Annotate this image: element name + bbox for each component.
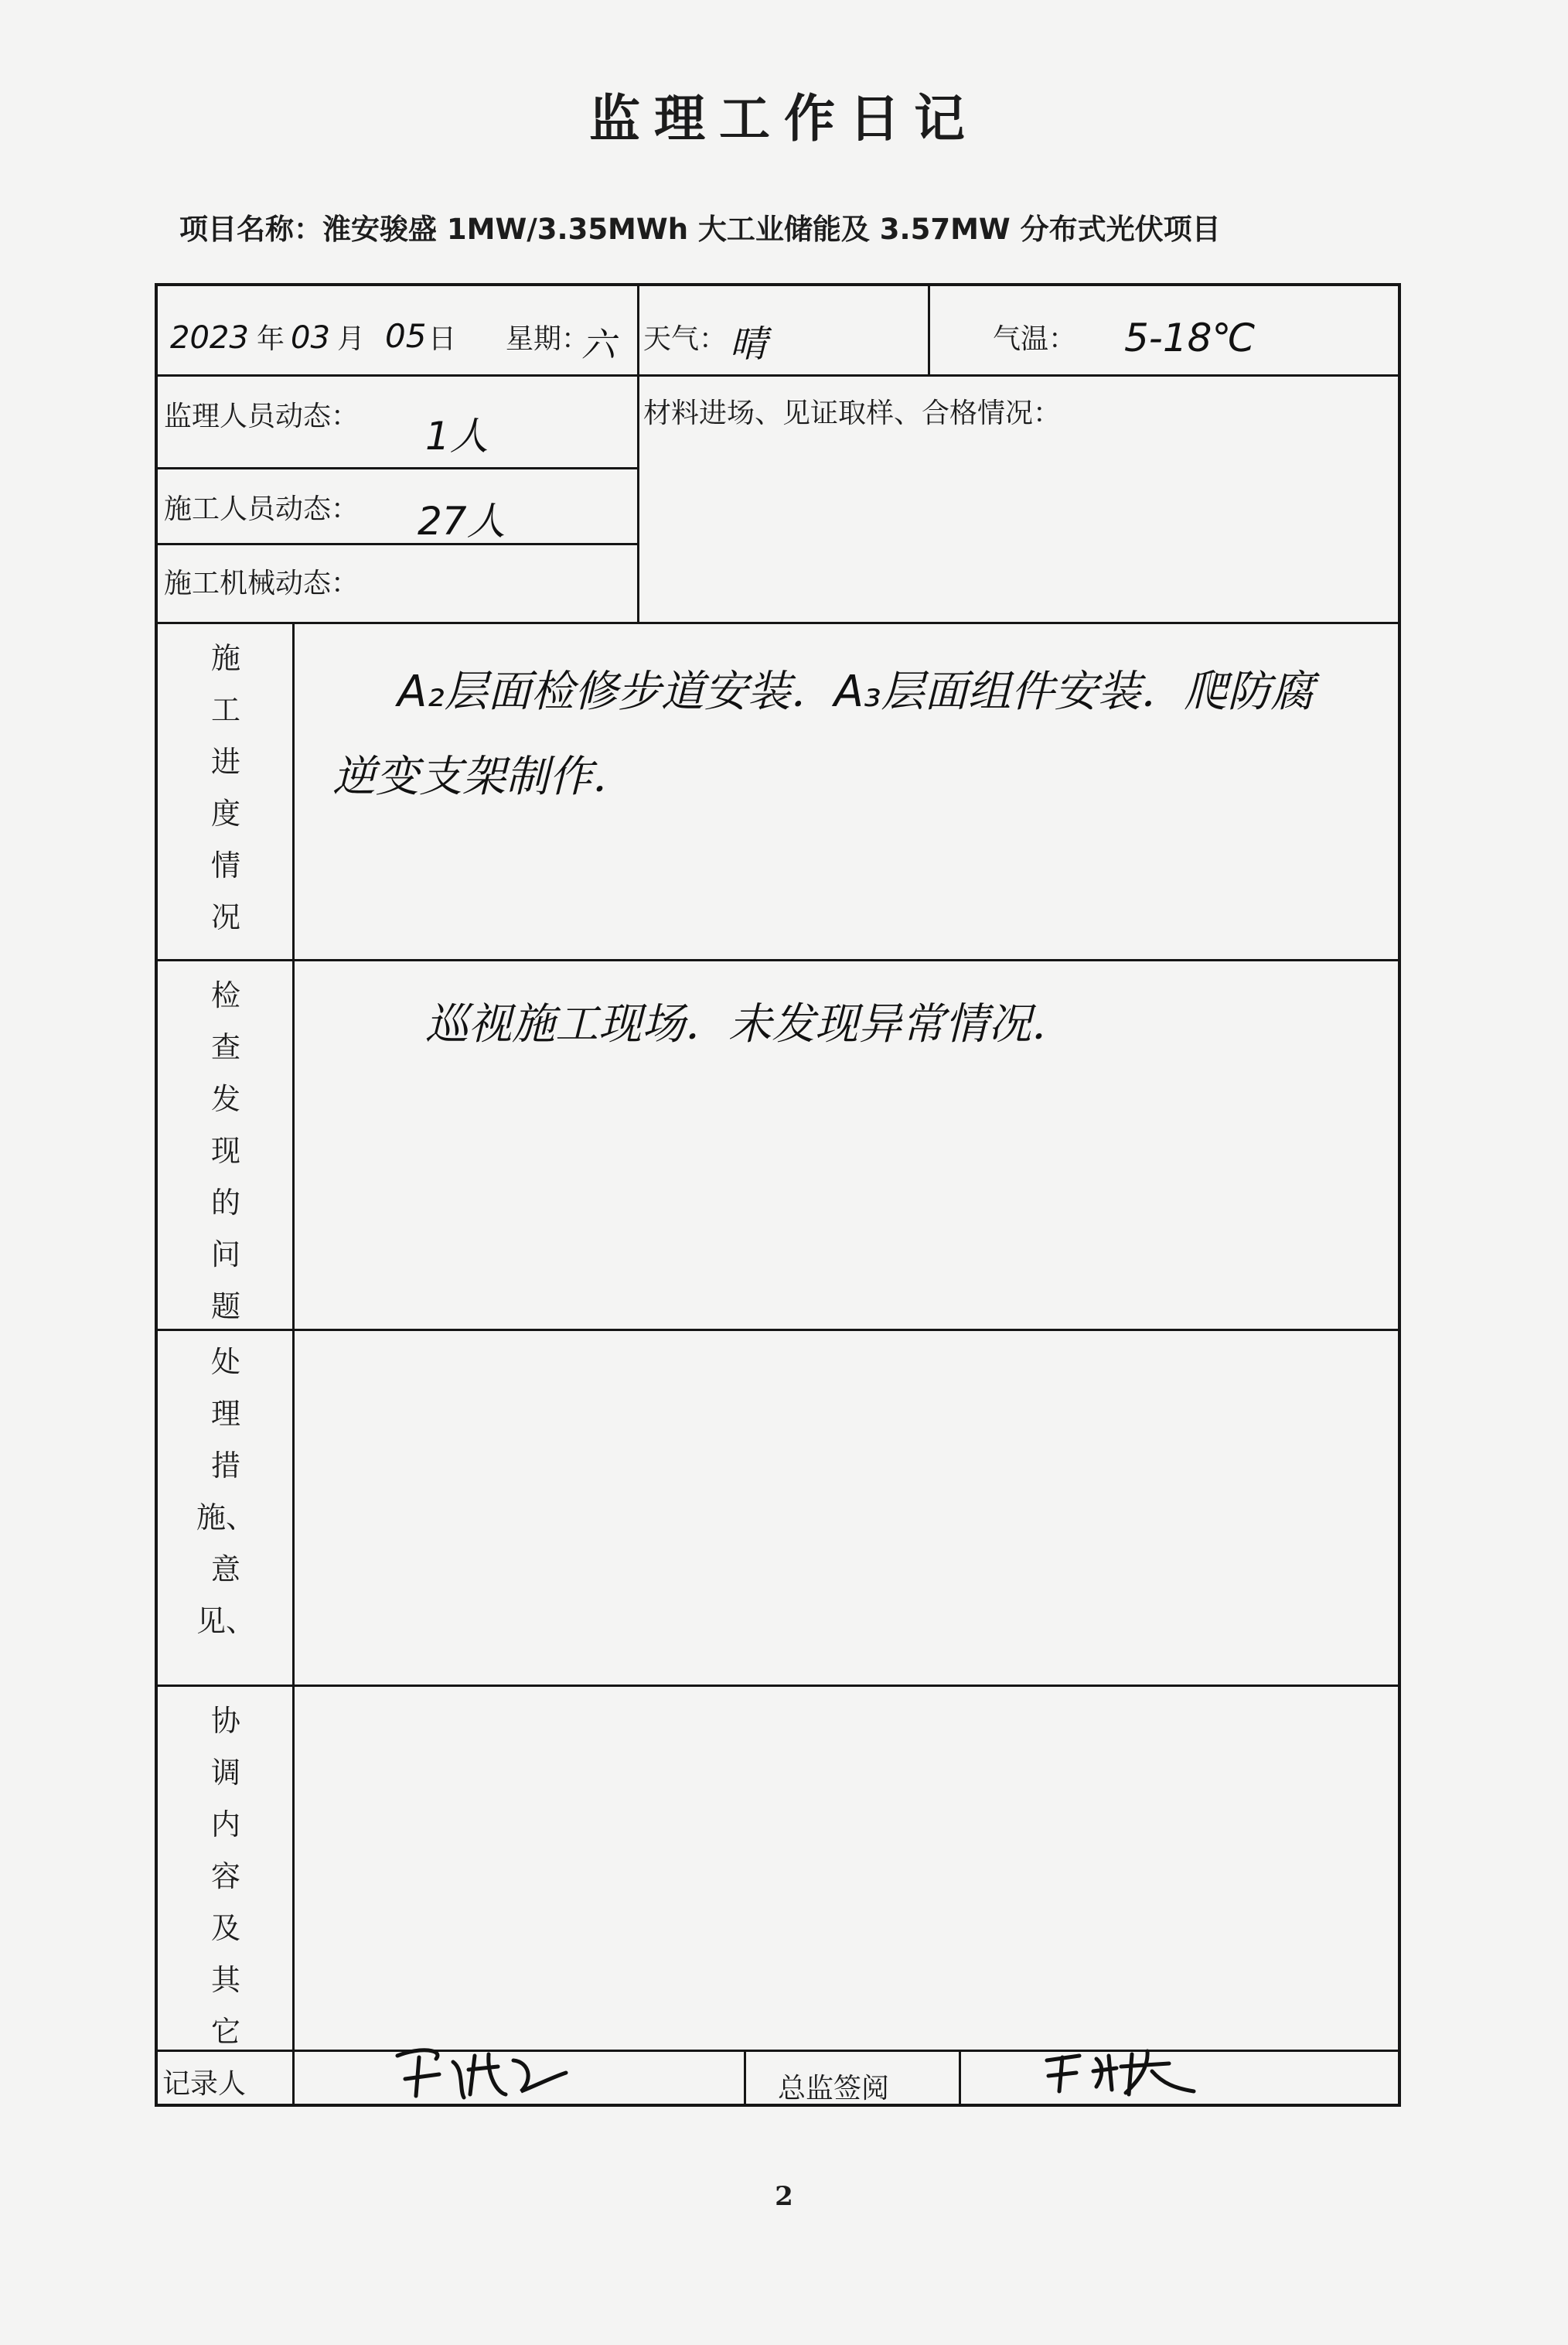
row-divider <box>158 543 637 545</box>
label-char: 协 <box>210 1704 240 1738</box>
machinery-label: 施工机械动态： <box>164 568 360 599</box>
coordination-label <box>189 1695 263 2058</box>
row-divider <box>158 1329 1398 1331</box>
progress-line-2: 逆变支架制作． <box>332 752 636 802</box>
label-char: 度 <box>210 797 240 831</box>
year-label: 年 <box>257 323 285 355</box>
label-char: 它 <box>210 2015 240 2049</box>
label-char: 查 <box>210 1030 240 1064</box>
date-day: 05 <box>385 317 427 355</box>
label-char: 况 <box>210 900 240 934</box>
label-char: 发 <box>210 1082 240 1116</box>
materials-label: 材料进场、见证取样、合格情况： <box>643 398 1062 429</box>
label-char: 问 <box>210 1237 240 1271</box>
row-divider <box>158 1685 1398 1687</box>
workers-label: 施工人员动态： <box>164 493 360 525</box>
recorder-label: 记录人 <box>162 2068 247 2100</box>
col-divider <box>637 286 639 622</box>
col-divider <box>744 2050 746 2107</box>
label-char: 措 <box>210 1449 240 1483</box>
col-divider <box>292 622 295 2107</box>
project-name: 淮安骏盛 1MW/3.35MWh 大工业储能及 3.57MW 分布式光伏项目 <box>322 213 1221 246</box>
label-char: 工 <box>210 693 240 727</box>
row-divider <box>158 374 1398 377</box>
label-char: 题 <box>210 1289 240 1323</box>
label-char: 理 <box>210 1397 240 1431</box>
row-divider <box>158 2050 1398 2052</box>
supervisors-value: 1人 <box>425 414 489 459</box>
label-char: 施、 <box>196 1500 255 1534</box>
date-year: 2023 <box>170 320 249 356</box>
label-char: 施 <box>210 641 240 675</box>
page-number: 2 <box>775 2181 793 2212</box>
label-char: 检 <box>210 978 240 1012</box>
row-divider <box>158 467 637 469</box>
label-char: 及 <box>210 1911 240 1945</box>
temperature-label: 气温： <box>993 323 1077 355</box>
label-char: 意 <box>210 1552 240 1586</box>
col-divider <box>928 286 930 374</box>
month-label: 月 <box>337 323 366 355</box>
date-month: 03 <box>291 320 330 356</box>
label-char: 的 <box>210 1186 240 1220</box>
label-char: 情 <box>210 848 240 882</box>
progress-label <box>189 633 263 944</box>
label-char: 现 <box>210 1134 240 1168</box>
weather-label: 天气： <box>643 323 728 355</box>
label-char: 调 <box>210 1756 240 1790</box>
workers-value: 27人 <box>418 499 506 544</box>
label-char: 进 <box>210 745 240 779</box>
label-char: 其 <box>210 1963 240 1997</box>
weekday-value: 六 <box>581 326 615 365</box>
project-line <box>179 206 1221 247</box>
supervisors-label: 监理人员动态： <box>164 401 360 432</box>
col-divider <box>959 2050 961 2107</box>
page-title: 监理工作日记 <box>589 88 979 148</box>
project-label: 项目名称： <box>179 213 322 246</box>
day-label: 日 <box>428 323 457 355</box>
diary-form <box>155 283 1401 2107</box>
recorder-signature <box>390 2039 575 2104</box>
label-char: 内 <box>210 1807 240 1842</box>
row-divider <box>158 959 1398 961</box>
chief-signature <box>1039 2040 1209 2102</box>
temperature-value: 5-18℃ <box>1124 316 1256 360</box>
label-char: 处 <box>210 1345 240 1379</box>
issues-label <box>189 970 263 1333</box>
weekday-label: 星期： <box>506 323 590 355</box>
label-char: 容 <box>210 1859 240 1893</box>
label-char: 见、 <box>196 1604 255 1638</box>
row-divider <box>158 622 1398 624</box>
weather-value: 晴 <box>730 323 768 366</box>
measures-label <box>189 1336 263 1647</box>
progress-line-1: A₂层面检修步道安装．A₃层面组件安装．爬防腐 <box>397 667 1314 717</box>
issues-text: 巡视施工现场．未发现异常情况． <box>425 999 1075 1050</box>
chief-label: 总监签阅 <box>778 2073 890 2104</box>
